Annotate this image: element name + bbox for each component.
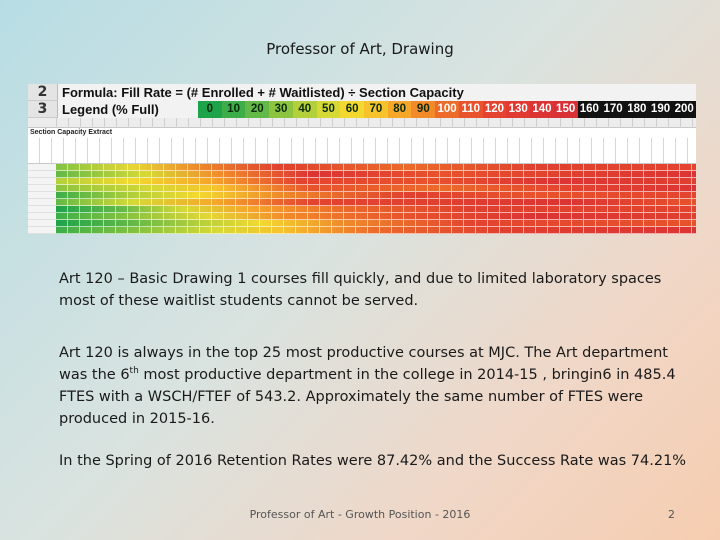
legend-cell: 170 — [601, 101, 625, 118]
legend-cell: 100 — [435, 101, 459, 118]
heatmap-row — [56, 178, 696, 185]
heatmap-row-label — [28, 164, 56, 171]
paragraph-waitlist: Art 120 – Basic Drawing 1 courses fill quickly, and due to limited laboratory spaces most of these waitlist students cannot be served. — [59, 271, 662, 309]
heatmap-row — [56, 227, 696, 234]
heatmap-row-label — [28, 199, 56, 206]
extract-label: Section Capacity Extract — [30, 129, 113, 136]
heatmap-row — [56, 199, 696, 206]
date-header-strip — [28, 138, 696, 164]
paragraph-productivity-after: most productive department in the college in 2014-15 , bringin6 in 485.4 FTES with a WSCH/FTEF of 543.2. Approximately the same number of FTES were produced in 2015-16. — [59, 367, 676, 427]
legend-cell: 50 — [317, 101, 341, 118]
legend-label: Legend (% Full) — [58, 101, 198, 118]
heatmap-row-label — [28, 192, 56, 199]
heatmap-row-label — [28, 171, 56, 178]
legend-cell: 160 — [578, 101, 602, 118]
legend-row — [28, 101, 696, 118]
legend-cell: 70 — [364, 101, 388, 118]
fill-rate-formula: Formula: Fill Rate = (# Enrolled + # Waitlisted) ÷ Section Capacity — [58, 84, 696, 101]
heatmap-row-label — [28, 227, 56, 234]
ordinal-suffix: th — [129, 366, 139, 377]
row-number: 3 — [28, 101, 58, 118]
fill-rate-spreadsheet-image — [28, 84, 696, 234]
paragraph-productivity — [59, 342, 699, 430]
legend-cell: 150 — [554, 101, 578, 118]
heatmap-row — [56, 192, 696, 199]
column-header-strip — [28, 118, 696, 128]
legend-cell: 40 — [293, 101, 317, 118]
legend-cell: 180 — [625, 101, 649, 118]
legend-cell: 130 — [506, 101, 530, 118]
paragraph-retention: In the Spring of 2016 Retention Rates were 87.42% and the Success Rate was 74.21% — [59, 453, 687, 469]
heatmap-row-label — [28, 206, 56, 213]
heatmap-row — [56, 220, 696, 227]
legend-cell: 190 — [649, 101, 673, 118]
heatmap-row-label — [28, 185, 56, 192]
heatmap-row — [56, 171, 696, 178]
heatmap-row-label — [28, 178, 56, 185]
slide-title: Professor of Art, Drawing — [266, 40, 454, 58]
legend-cell: 90 — [411, 101, 435, 118]
page-number: 2 — [668, 508, 675, 521]
legend-cell: 30 — [269, 101, 293, 118]
legend-scale — [198, 101, 696, 118]
legend-cell: 120 — [483, 101, 507, 118]
legend-cell: 140 — [530, 101, 554, 118]
slide-footer: Professor of Art - Growth Position - 2016 — [249, 508, 471, 521]
paragraph-productivity-before: Art 120 is always in the top 25 most productive courses at MJC. The Art department was the 6 — [59, 345, 668, 383]
legend-cell: 80 — [388, 101, 412, 118]
legend-cell: 110 — [459, 101, 483, 118]
formula-row — [28, 84, 696, 101]
heatmap-row-label — [28, 220, 56, 227]
legend-cell: 60 — [340, 101, 364, 118]
row-number: 2 — [28, 84, 58, 101]
legend-cell: 0 — [198, 101, 222, 118]
legend-cell: 200 — [672, 101, 696, 118]
heatmap-row — [56, 206, 696, 213]
heatmap-row — [56, 185, 696, 192]
legend-cell: 20 — [245, 101, 269, 118]
legend-cell: 10 — [222, 101, 246, 118]
heatmap-row-label — [28, 213, 56, 220]
fill-rate-heatmap — [28, 164, 696, 234]
heatmap-row — [56, 213, 696, 220]
heatmap-row — [56, 164, 696, 171]
